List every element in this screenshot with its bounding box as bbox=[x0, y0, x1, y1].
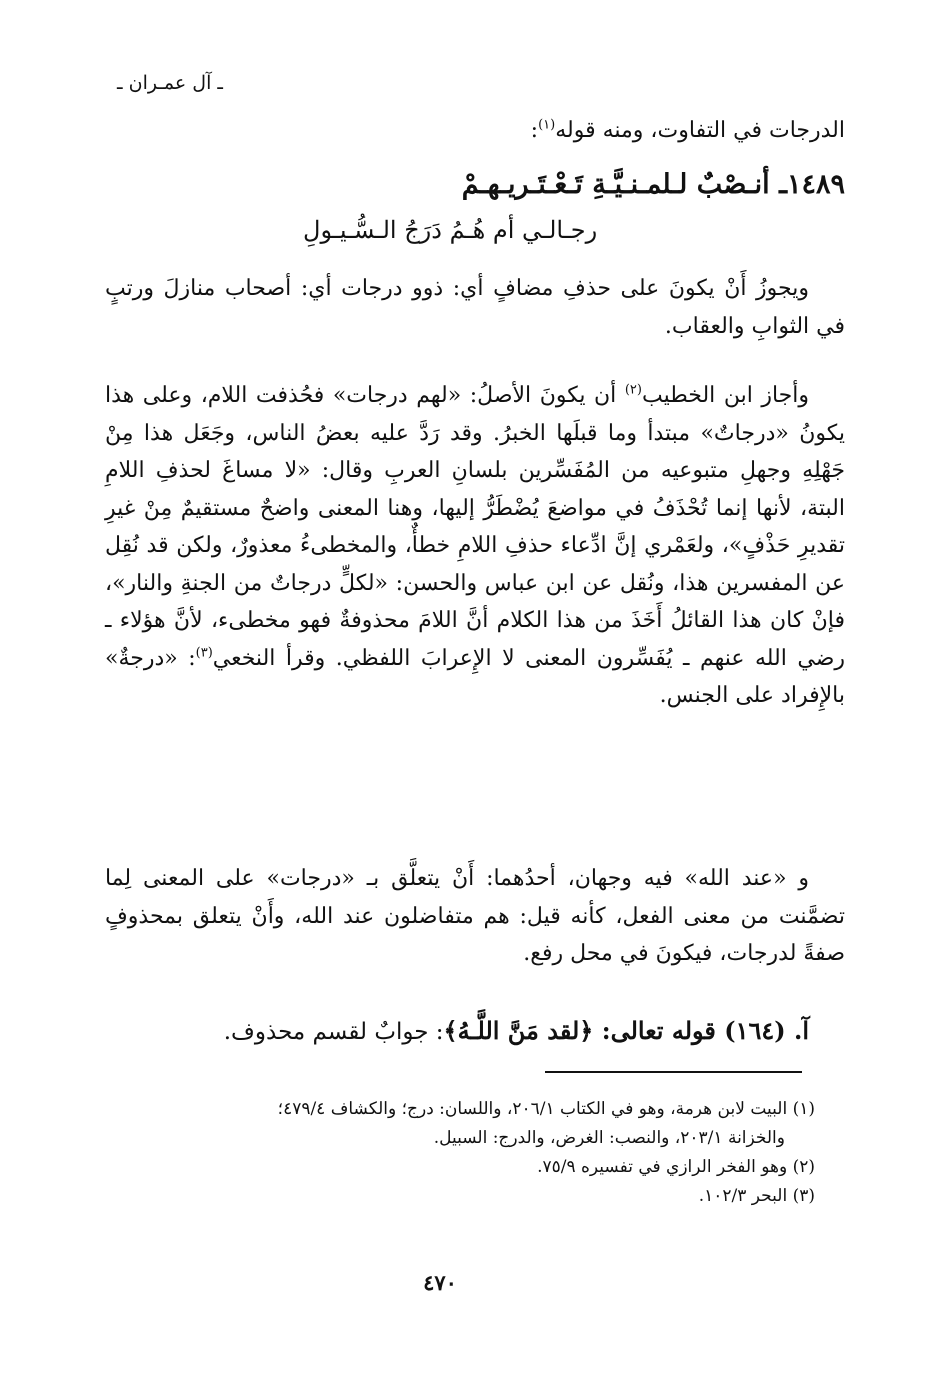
verse-line-2: رجـالـي أم هُـمُ دَرَجُ الـسُّـيـولِ bbox=[303, 216, 598, 244]
footnote-ref-3: (٣) bbox=[195, 645, 213, 661]
footnotes bbox=[115, 1095, 815, 1211]
paragraph-1: ويجوزُ أَنْ يكونَ على حذفِ مضافٍ أي: ذوو درجات أي: أصحاب منازلَ ورتبٍ في الثوابِ والعقاب. bbox=[105, 276, 845, 339]
paragraph-2 bbox=[105, 377, 845, 715]
paragraph-3: و «عند الله» فيه وجهان، أحدُهما: أَنْ يتعلَّق بـ «درجات» على المعنى لِما تضمَّنت من معنى الفعل، كأنه قيل: هم متفاضلون عند الله، وأَنْ يتعلق بمحذوفٍ صفةً لدرجات، فيكونَ في محل رفع. bbox=[105, 866, 845, 966]
verse-line-1 bbox=[105, 164, 845, 206]
footnote-ref-2: (٢) bbox=[624, 382, 642, 398]
paragraph-2-start: وأجاز ابن الخطيب bbox=[641, 383, 810, 408]
paragraph-2-body: أن يكونَ الأصلُ: «لهم درجات» فحُذفت اللام، وعلى هذا يكونُ «درجاتٌ» مبتدأ وما قبلَها الخبرُ. وقد رَدَّ عليه بعضُ الناس، وجَعَل هذا مِنْ جَهْلِهِ وجهلِ متبوعيه من المُفَسِّرين بلسانِ العربِ وقال: «لا مساغَ لحذفِ اللامِ البتة، لأنها إنما تُحْذَفُ في مواضعَ يُضْطَرُّ إليها، وهنا المعنى واضحٌ مستقيمٌ مِنْ غيرِ تقديرِ حَذْفٍ»، ولعَمْري إنَّ ادِّعاء حذفِ اللامِ خطأٌ، والمخطىءُ معذورٌ، ولكن قد نُقِل عن المفسرين هذا، ونُقل عن ابن عباس والحسن: «لكلٍّ درجاتٌ من الجنةِ والنار»، فإنْ كان هذا القائلُ أَخَذَ من هذا الكلام أنَّ اللامَ محذوفةٌ فهو مخطىء، لأنَّ هؤلاء ـ رضي الله عنهم ـ يُفَسِّرون المعنى لا الإِعرابَ اللفظي. وقرأ النخعي bbox=[105, 383, 846, 671]
running-head: ـ آل عمـران ـ bbox=[117, 72, 223, 94]
paragraph-4-text: : جوابٌ لقسم محذوف. bbox=[223, 1019, 444, 1045]
intro-line bbox=[105, 112, 845, 150]
verse-heading: آ. (١٦٤) قوله تعالى: ﴿لقد مَنَّ اللَّـهُ﴾ bbox=[443, 1016, 809, 1045]
verse-number: ١٤٨٩ـ bbox=[779, 169, 845, 200]
page-number: ٤٧٠ bbox=[423, 1270, 457, 1295]
footnote-3: (٣) البحر ١٠٢/٣. bbox=[698, 1186, 815, 1206]
intro-text: الدرجات في التفاوت، ومنه قوله bbox=[555, 118, 845, 143]
footnote-divider bbox=[545, 1071, 802, 1073]
footnote-1-continued: والخزانة ٢٠٣/١، والنصب: الغرض، والدرج: السبيل. bbox=[433, 1128, 785, 1148]
footnote-ref-1: (١) bbox=[538, 117, 556, 133]
intro-tail: : bbox=[530, 118, 539, 143]
paragraph-4 bbox=[105, 1012, 845, 1052]
footnote-2: (٢) وهو الفخر الرازي في تفسيره ٧٥/٩. bbox=[537, 1157, 815, 1177]
paragraph-2-end: : «درجةٌ» بالإِفراد على الجنس. bbox=[105, 645, 845, 708]
footnote-1: (١) البيت لابن هرمة، وهو في الكتاب ٢٠٦/١، واللسان: درج؛ والكشاف ٤٧٩/٤؛ bbox=[277, 1099, 815, 1119]
verse-hemistich-1: أنـصْبٌ لـلمـنـيَّـةِ تَـعْـتَـريـهـمْ bbox=[461, 169, 770, 200]
